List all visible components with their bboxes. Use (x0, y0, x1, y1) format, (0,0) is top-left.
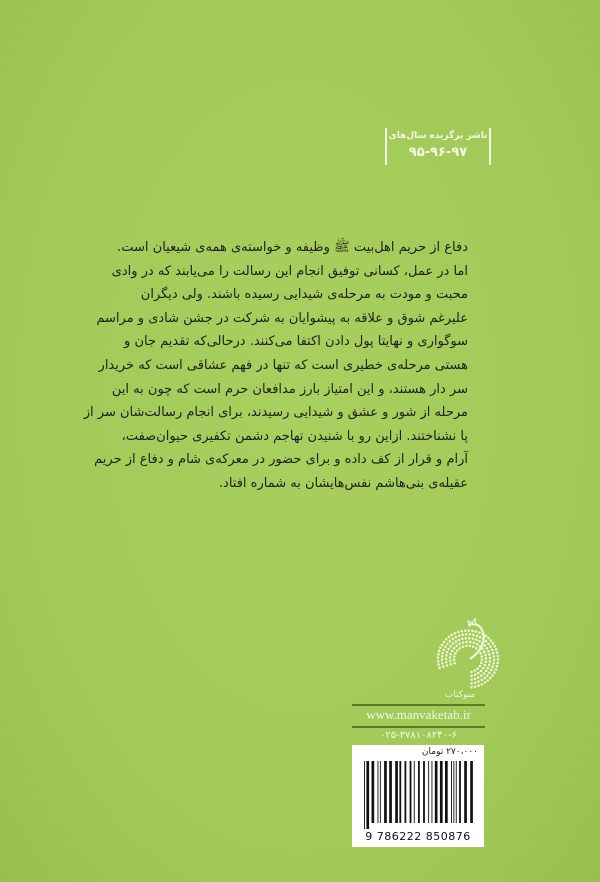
logo-dot (445, 661, 448, 664)
barcode-bar (470, 761, 473, 823)
divider (352, 726, 485, 728)
logo-dot (474, 681, 477, 684)
logo-dot (488, 653, 491, 656)
barcode-bar (384, 761, 387, 823)
logo-dot (473, 669, 476, 672)
logo-dot (487, 667, 490, 670)
logo-dot (458, 639, 461, 642)
logo-dot (449, 660, 452, 663)
logo-dot (479, 636, 482, 639)
logo-dot (484, 664, 487, 667)
logo-dot (481, 659, 484, 662)
logo-dot (490, 669, 493, 672)
barcode-bar (428, 761, 429, 823)
logo-dot (446, 664, 449, 667)
logo-dot (493, 655, 496, 658)
logo-dot (465, 645, 468, 648)
logo-dot (480, 674, 483, 677)
logo-dot (487, 637, 490, 640)
logo-dot (488, 663, 491, 666)
logo-dot (480, 670, 483, 673)
logo-dot (484, 660, 487, 663)
logo-dot (480, 679, 483, 682)
logo-dot (480, 655, 483, 658)
logo-dot (480, 662, 483, 665)
logo-dot (486, 647, 489, 650)
logo-dot (472, 642, 475, 645)
logo-dot (481, 683, 484, 686)
logo-dot (444, 645, 447, 648)
logo-dot (468, 637, 471, 640)
barcode-bar (366, 761, 369, 829)
logo-dot (454, 652, 457, 655)
logo-dot (445, 654, 448, 657)
logo-dot (469, 641, 472, 644)
logo-dot (483, 677, 486, 680)
logo-dot (458, 647, 461, 650)
blurb-line: عقیله‌ی بنی‌هاشم نفس‌هایشان به شماره افتاد. (218, 475, 468, 491)
logo-dot (469, 633, 472, 636)
logo-dot (455, 644, 458, 647)
barcode-bar (380, 761, 381, 823)
logo-dot (438, 667, 441, 670)
blurb-text (83, 236, 468, 496)
logo-dot (438, 650, 441, 653)
logo-dot (462, 641, 465, 644)
barcode-bar (456, 761, 457, 823)
publisher-logo-icon (430, 615, 510, 700)
barcode-bar (440, 761, 443, 823)
logo-dot (452, 642, 455, 645)
logo-dot (470, 674, 473, 677)
logo-dot (458, 643, 461, 646)
logo-dot (474, 685, 477, 688)
logo-dot (470, 686, 473, 689)
isbn-number: 9 786222 850876 (365, 830, 471, 843)
barcode-bar (423, 761, 425, 823)
logo-dot (492, 652, 495, 655)
logo-dot (475, 630, 478, 633)
logo-dot (442, 665, 445, 668)
logo-dot (491, 648, 494, 651)
logo-dot (489, 677, 492, 680)
logo-dot (446, 651, 449, 654)
logo-dot (494, 645, 497, 648)
logo-dot (453, 659, 456, 662)
logo-dot (464, 629, 467, 632)
barcode-bar (453, 761, 454, 823)
barcode-bar (451, 761, 452, 823)
logo-dot (491, 674, 494, 677)
barcode-bar (399, 761, 401, 823)
logo-dot (485, 657, 488, 660)
logo-dot (461, 634, 464, 637)
barcode-bar (414, 761, 415, 823)
logo-dot (492, 642, 495, 645)
blurb-line: دفاع از حریم اهل‌بیت ﷺ وظیفه و خواسته‌ی همه‌ی شیعیان است. (117, 240, 468, 255)
logo-text: منوکتاب (444, 690, 476, 700)
logo-dot (482, 667, 485, 670)
logo-dot (437, 656, 440, 659)
blurb-line: پا نشناختند. ازاین رو با شنیدن تهاجم دشمن تکفیری حیوان‌صفت، (121, 428, 468, 444)
barcode-bar (464, 761, 467, 823)
logo-dot (441, 652, 444, 655)
barcode-bar (432, 761, 433, 823)
logo-dot (441, 659, 444, 662)
logo-dot (465, 633, 468, 636)
barcode-bar (364, 761, 365, 829)
barcode-icon (362, 761, 474, 829)
blurb-line: اما در عمل، کسانی توفیق انجام این رسالت را می‌یابند که در وادی (111, 263, 468, 279)
logo-dot (443, 641, 446, 644)
logo-dot (483, 672, 486, 675)
blurb-line: سوگواری و نهایتا پول دادن اکتفا می‌کنند. درحالی‌که تقدیم جان و (124, 334, 468, 350)
logo-dot (470, 678, 473, 681)
logo-dot (443, 648, 446, 651)
logo-dot (464, 637, 467, 640)
logo-dot (489, 660, 492, 663)
logo-dot (449, 640, 452, 643)
website-link: www.manvaketab.ir (366, 707, 471, 722)
logo-dot (461, 638, 464, 641)
logo-dot (477, 676, 480, 679)
logo-dot (453, 655, 456, 658)
logo-dot (497, 658, 500, 661)
badge-title: ناشر برگزیده سال‌های (388, 131, 488, 141)
blurb-line: آرام و قرار از کف داده و برای حضور در معرکه‌ی شام و دفاع از حریم (94, 452, 468, 468)
blurb-line: مرحله از شور و عشق و شیدایی رسیدند، برای انجام رسالت‌شان سر از (83, 405, 468, 421)
logo-dot (437, 663, 440, 666)
logo-dot (470, 682, 473, 685)
logo-dot (455, 640, 458, 643)
logo-dot (450, 663, 453, 666)
logo-dot (448, 636, 451, 639)
logo-dot (451, 650, 454, 653)
logo-dot (474, 678, 477, 681)
logo-dot (497, 655, 500, 658)
logo-dot (496, 662, 499, 665)
logo-dot (462, 645, 465, 648)
barcode-bar (445, 761, 448, 823)
logo-dot (445, 657, 448, 660)
logo-dot (496, 651, 499, 654)
logo-dot (489, 657, 492, 660)
logo-dot (472, 645, 475, 648)
barcode-bar (405, 761, 407, 823)
logo-dot (487, 642, 490, 645)
logo-dot (476, 643, 479, 646)
logo-dot (475, 647, 478, 650)
logo-dot (477, 680, 480, 683)
logo-dot (457, 631, 460, 634)
blurb-line: علیرغم شوق و علاقه به پیشوایان به شرکت در جشن شادی و مراسم (96, 310, 468, 326)
barcode-label (352, 745, 484, 847)
logo-dot (495, 648, 498, 651)
logo-dot (454, 632, 457, 635)
logo-dot (441, 643, 444, 646)
barcode-bar (395, 761, 398, 823)
logo-dot (484, 654, 487, 657)
logo-dot (441, 655, 444, 658)
barcode-bar (418, 761, 420, 823)
logo-dot (477, 672, 480, 675)
logo-dot (492, 662, 495, 665)
barcode-bar (435, 761, 438, 823)
logo-dot (437, 653, 440, 656)
logo-dot (487, 650, 490, 653)
divider (352, 704, 485, 706)
logo-dot (479, 665, 482, 668)
logo-dot (483, 650, 486, 653)
logo-dot (485, 640, 488, 643)
logo-dot (493, 659, 496, 662)
logo-dot (485, 669, 488, 672)
logo-dot (472, 634, 475, 637)
logo-dot (490, 639, 493, 642)
logo-dot (488, 672, 491, 675)
logo-dot (456, 649, 459, 652)
logo-dot (475, 638, 478, 641)
logo-dot (489, 645, 492, 648)
logo-dot (445, 638, 448, 641)
logo-dot (491, 665, 494, 668)
logo-dot (468, 629, 471, 632)
logo-dot (451, 638, 454, 641)
logo-dot (447, 648, 450, 651)
logo-dot (486, 679, 489, 682)
logo-dot (465, 641, 468, 644)
logo-dot (451, 634, 454, 637)
price: ۲۷۰،۰۰۰ تومان (421, 747, 478, 757)
logo-dot (471, 630, 474, 633)
logo-dot (476, 667, 479, 670)
logo-dot (476, 634, 479, 637)
logo-dot (441, 662, 444, 665)
barcode-bar (459, 761, 461, 823)
barcode-bar (389, 761, 392, 823)
logo-dot (453, 647, 456, 650)
logo-dot (479, 652, 482, 655)
barcode-bar (410, 761, 412, 823)
logo-dot (493, 671, 496, 674)
logo-dot (453, 662, 456, 665)
phone-number: ۰۲۵-۳۷۸۱۰۸۲۴۰-۶ (379, 730, 458, 741)
logo-dot (454, 636, 457, 639)
logo-dot (449, 656, 452, 659)
logo-dot (495, 668, 498, 671)
logo-dot (460, 630, 463, 633)
logo-dot (477, 684, 480, 687)
blurb-line: هستی مرحله‌ی خطیری است که تنها در فهم عشاقی است که خریدار (98, 357, 468, 373)
logo-dot (496, 665, 499, 668)
barcode-bar (372, 761, 375, 823)
logo-dot (472, 637, 475, 640)
logo-dot (484, 644, 487, 647)
logo-dot (484, 681, 487, 684)
logo-dot (437, 660, 440, 663)
logo-dot (468, 645, 471, 648)
logo-dot (474, 673, 477, 676)
logo-dot (458, 634, 461, 637)
logo-dot (439, 646, 442, 649)
award-badge (385, 128, 491, 165)
blurb-line: سر دار هستند، و این امتیاز بارز مدافعان حرم است که چون به این (111, 381, 468, 397)
logo-dot (470, 671, 473, 674)
logo-dot (478, 640, 481, 643)
logo-dot (486, 674, 489, 677)
logo-dot (449, 645, 452, 648)
logo-dot (446, 642, 449, 645)
logo-dot (478, 631, 481, 634)
badge-years: ۹۵-۹۶-۹۷ (408, 145, 468, 160)
blurb-line: محبت و مودت به مرحله‌ی شیدایی رسیده باشند. ولی دیگران (140, 287, 468, 303)
barcode-bar (378, 761, 379, 823)
logo-dot (449, 653, 452, 656)
